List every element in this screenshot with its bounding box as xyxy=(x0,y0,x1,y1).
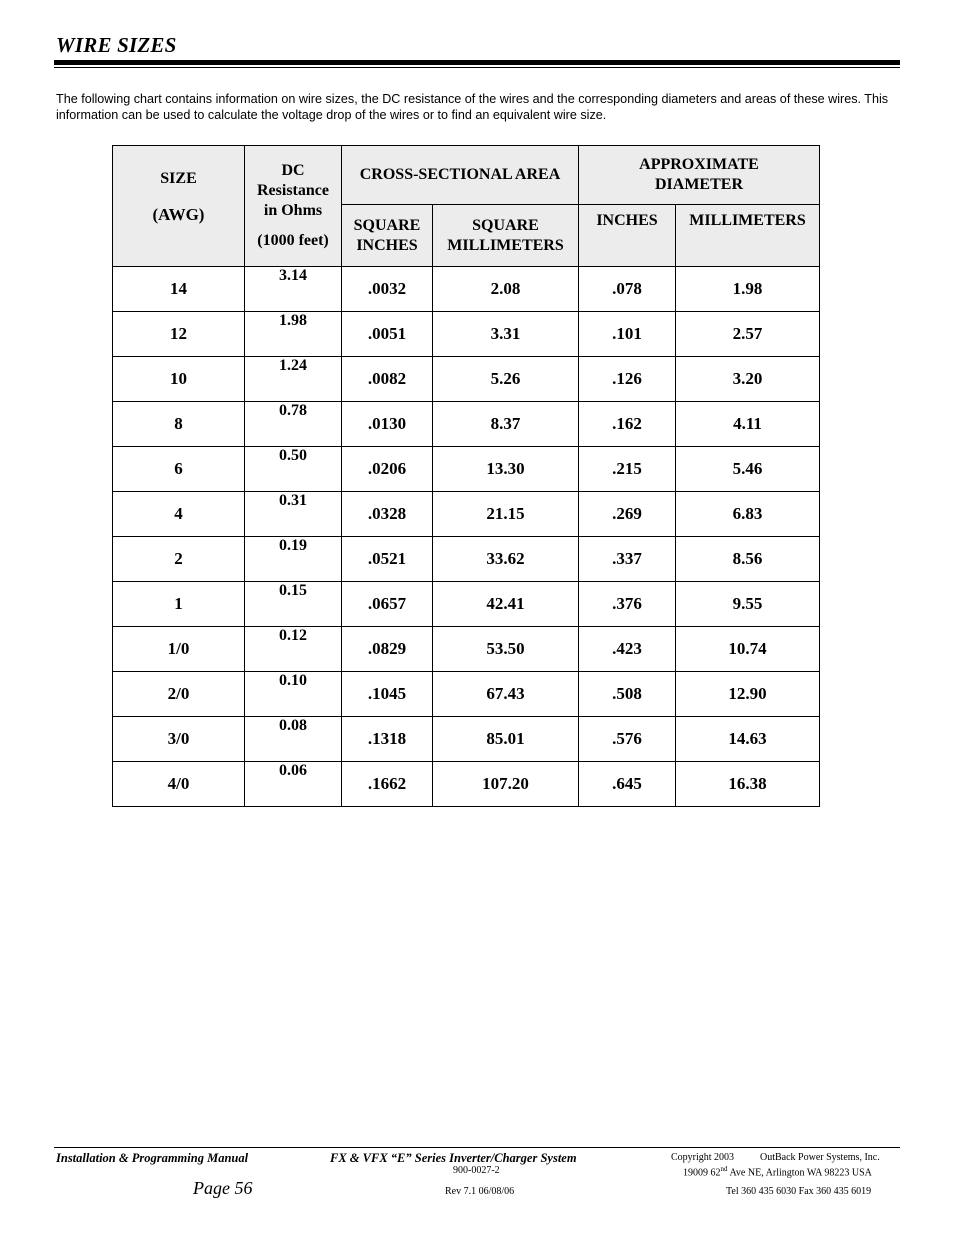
footer-copyright: Copyright 2003 xyxy=(671,1152,735,1163)
cell-diameter-inches: .376 xyxy=(579,582,676,627)
cell-square-millimeters: 13.30 xyxy=(433,447,579,492)
header-size xyxy=(113,146,245,267)
cell-size: 8 xyxy=(113,402,245,447)
cell-square-inches: .0082 xyxy=(342,357,433,402)
title-rule-thick xyxy=(54,60,900,65)
header-dc-unit: (1000 feet) xyxy=(257,232,329,249)
table-row xyxy=(113,537,820,582)
table-row xyxy=(113,762,820,807)
header-sq-mm-line1: SQUARE xyxy=(472,216,539,234)
cell-diameter-millimeters: 4.11 xyxy=(676,402,820,447)
title-rule-thin xyxy=(54,67,900,68)
header-dc-line3: in Ohms xyxy=(263,202,323,219)
intro-paragraph: The following chart contains information on wire sizes, the DC resistance of the wires and the corresponding diameters and areas of these wires. This information can be used to calculate the voltage drop of the wires or to find an equivalent wire size. xyxy=(56,92,889,122)
cell-size: 14 xyxy=(113,267,245,312)
header-square-inches xyxy=(342,205,433,267)
cell-dc-resistance: 3.14 xyxy=(245,267,342,312)
cell-diameter-millimeters: 2.57 xyxy=(676,312,820,357)
cell-diameter-inches: .508 xyxy=(579,672,676,717)
cell-square-millimeters: 8.37 xyxy=(433,402,579,447)
cell-diameter-inches: .423 xyxy=(579,627,676,672)
cell-diameter-millimeters: 10.74 xyxy=(676,627,820,672)
cell-size: 12 xyxy=(113,312,245,357)
cell-square-millimeters: 85.01 xyxy=(433,717,579,762)
cell-square-inches: .0657 xyxy=(342,582,433,627)
table-row xyxy=(113,312,820,357)
table-row xyxy=(113,402,820,447)
cell-diameter-inches: .337 xyxy=(579,537,676,582)
cell-diameter-inches: .101 xyxy=(579,312,676,357)
cell-diameter-millimeters: 8.56 xyxy=(676,537,820,582)
cell-dc-resistance: 0.15 xyxy=(245,582,342,627)
header-diameter-inches: INCHES xyxy=(579,205,676,267)
cell-square-inches: .0051 xyxy=(342,312,433,357)
cell-square-inches: .1318 xyxy=(342,717,433,762)
cell-size: 2 xyxy=(113,537,245,582)
footer-address-rest: Ave NE, Arlington WA 98223 USA xyxy=(727,1167,872,1179)
table-row xyxy=(113,717,820,762)
table-row xyxy=(113,627,820,672)
footer-rule xyxy=(54,1147,900,1148)
cell-square-inches: .0829 xyxy=(342,627,433,672)
cell-diameter-millimeters: 16.38 xyxy=(676,762,820,807)
cell-size: 6 xyxy=(113,447,245,492)
footer-revision: Rev 7.1 06/08/06 xyxy=(445,1186,515,1197)
footer-manual-title: Installation & Programming Manual xyxy=(56,1151,249,1165)
cell-size: 4 xyxy=(113,492,245,537)
header-dc-line1: DC xyxy=(281,162,305,179)
cell-diameter-millimeters: 6.83 xyxy=(676,492,820,537)
cell-dc-resistance: 0.78 xyxy=(245,402,342,447)
header-square-millimeters xyxy=(433,205,579,267)
footer-company: OutBack Power Systems, Inc. xyxy=(760,1152,880,1163)
header-approximate-diameter xyxy=(579,146,820,205)
cell-square-millimeters: 53.50 xyxy=(433,627,579,672)
cell-square-millimeters: 107.20 xyxy=(433,762,579,807)
cell-square-inches: .0032 xyxy=(342,267,433,312)
cell-diameter-millimeters: 3.20 xyxy=(676,357,820,402)
header-dc-line2: Resistance xyxy=(257,182,329,199)
cell-dc-resistance: 1.24 xyxy=(245,357,342,402)
footer-address-number: 19009 62 xyxy=(683,1167,721,1179)
cell-dc-resistance: 0.08 xyxy=(245,717,342,762)
cell-size: 10 xyxy=(113,357,245,402)
cell-square-inches: .1045 xyxy=(342,672,433,717)
cell-dc-resistance: 0.19 xyxy=(245,537,342,582)
cell-square-inches: .0206 xyxy=(342,447,433,492)
header-diameter-millimeters: MILLIMETERS xyxy=(676,205,820,267)
footer-address-suffix: nd xyxy=(720,1165,728,1173)
cell-size: 1 xyxy=(113,582,245,627)
cell-square-millimeters: 2.08 xyxy=(433,267,579,312)
cell-dc-resistance: 0.06 xyxy=(245,762,342,807)
table-row xyxy=(113,582,820,627)
cell-diameter-millimeters: 9.55 xyxy=(676,582,820,627)
cell-diameter-inches: .269 xyxy=(579,492,676,537)
header-sq-mm-line2: MILLIMETERS xyxy=(447,236,564,254)
cell-diameter-millimeters: 12.90 xyxy=(676,672,820,717)
cell-size: 4/0 xyxy=(113,762,245,807)
table-row xyxy=(113,492,820,537)
wire-size-table xyxy=(112,145,820,807)
cell-diameter-millimeters: 14.63 xyxy=(676,717,820,762)
footer-address xyxy=(683,1165,872,1178)
cell-diameter-inches: .645 xyxy=(579,762,676,807)
header-sq-in-line2: INCHES xyxy=(356,236,418,254)
table-row xyxy=(113,672,820,717)
header-sq-in-line1: SQUARE xyxy=(353,216,421,234)
page-title: WIRE SIZES xyxy=(56,33,177,57)
cell-dc-resistance: 1.98 xyxy=(245,312,342,357)
cell-square-millimeters: 33.62 xyxy=(433,537,579,582)
cell-size: 3/0 xyxy=(113,717,245,762)
header-dc-resistance xyxy=(245,146,342,267)
cell-size: 1/0 xyxy=(113,627,245,672)
cell-diameter-inches: .215 xyxy=(579,447,676,492)
footer-phone-fax: Tel 360 435 6030 Fax 360 435 6019 xyxy=(726,1186,872,1197)
cell-dc-resistance: 0.10 xyxy=(245,672,342,717)
cell-square-millimeters: 5.26 xyxy=(433,357,579,402)
header-cross-sectional-area: CROSS-SECTIONAL AREA xyxy=(342,146,579,205)
cell-dc-resistance: 0.31 xyxy=(245,492,342,537)
cell-square-millimeters: 21.15 xyxy=(433,492,579,537)
cell-square-inches: .1662 xyxy=(342,762,433,807)
cell-diameter-inches: .078 xyxy=(579,267,676,312)
cell-diameter-inches: .126 xyxy=(579,357,676,402)
footer-system-title: FX & VFX “E” Series Inverter/Charger System xyxy=(330,1151,577,1165)
cell-square-millimeters: 67.43 xyxy=(433,672,579,717)
header-diameter-line2: DIAMETER xyxy=(654,176,743,193)
cell-size: 2/0 xyxy=(113,672,245,717)
table-row xyxy=(113,267,820,312)
cell-diameter-inches: .162 xyxy=(579,402,676,447)
cell-square-inches: .0521 xyxy=(342,537,433,582)
header-size-label: SIZE xyxy=(160,170,197,187)
cell-square-millimeters: 42.41 xyxy=(433,582,579,627)
cell-square-inches: .0130 xyxy=(342,402,433,447)
cell-diameter-inches: .576 xyxy=(579,717,676,762)
cell-diameter-millimeters: 1.98 xyxy=(676,267,820,312)
footer-doc-number: 900-0027-2 xyxy=(453,1165,500,1176)
cell-diameter-millimeters: 5.46 xyxy=(676,447,820,492)
wire-table-body xyxy=(113,267,820,807)
cell-square-millimeters: 3.31 xyxy=(433,312,579,357)
header-diameter-line1: APPROXIMATE xyxy=(639,156,759,173)
cell-dc-resistance: 0.12 xyxy=(245,627,342,672)
header-size-unit: (AWG) xyxy=(152,205,205,224)
table-row xyxy=(113,357,820,402)
cell-dc-resistance: 0.50 xyxy=(245,447,342,492)
footer-page-number: Page 56 xyxy=(193,1178,253,1198)
table-row xyxy=(113,447,820,492)
cell-square-inches: .0328 xyxy=(342,492,433,537)
